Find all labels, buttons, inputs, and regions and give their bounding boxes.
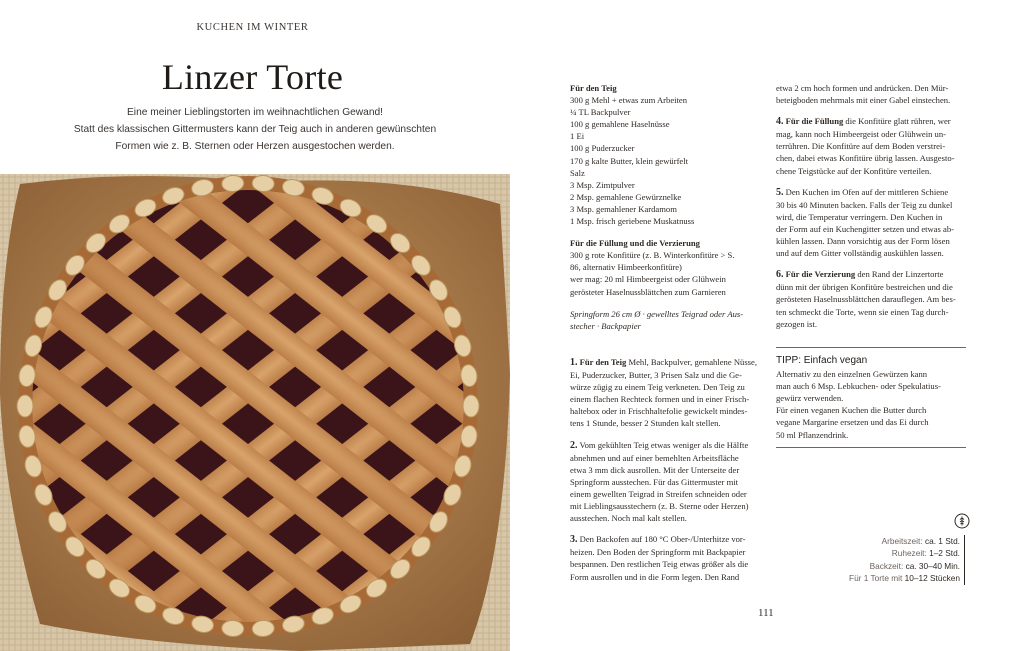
step-line bbox=[776, 152, 968, 164]
ingredient-line: 1 Ei bbox=[570, 131, 585, 142]
step-text: einem gewellten Teigrad in Streifen schneiden oder bbox=[570, 488, 747, 499]
ingredients-heading-dough: Für den Teig bbox=[570, 83, 617, 93]
equipment-list bbox=[570, 308, 760, 332]
time-label: Arbeitszeit: bbox=[881, 536, 925, 546]
step-text: wird, die Temperatur verringern. Den Kuchen in bbox=[776, 211, 943, 222]
step-line bbox=[570, 393, 762, 405]
ingredient-line: wer mag: 20 ml Himbeergeist oder Glühwein bbox=[570, 274, 726, 285]
step-text: chene Teigstücke auf der Konfitüre verteilen. bbox=[776, 165, 932, 176]
time-label: Ruhezeit: bbox=[891, 548, 930, 559]
intro-line: Statt des klassischen Gittermusters kann der Teig auch in anderen gewünschten bbox=[73, 124, 437, 135]
step-line bbox=[776, 199, 968, 211]
ingredient-line: 100 g gemahlene Haselnüsse bbox=[570, 119, 670, 130]
tip-box bbox=[776, 347, 966, 448]
step-line bbox=[776, 293, 968, 305]
linzer-torte-photo bbox=[0, 174, 510, 651]
step-line bbox=[570, 500, 762, 512]
steps-right-column bbox=[776, 82, 968, 330]
step-text: gerösteten Haselnussblättchen darauflegen. Am bes- bbox=[776, 294, 956, 305]
torte-illustration bbox=[0, 174, 510, 651]
step-text: etwa 3 mm dick ausrollen. Mit der Unterseite der bbox=[570, 464, 740, 475]
step-number: 5. bbox=[776, 186, 784, 198]
steps-left-column bbox=[570, 356, 762, 583]
step-text: mag, kann noch Himbeergeist oder Glühwein un- bbox=[776, 129, 947, 140]
step-text: etwa 2 cm hoch formen und andrücken. Den Mür- bbox=[776, 83, 949, 93]
step-line bbox=[776, 306, 968, 318]
step-line bbox=[570, 452, 762, 464]
step-lead: Für den Teig bbox=[577, 357, 627, 367]
step-text: heizen. Den Boden der Springform mit Backpapier bbox=[570, 547, 746, 558]
ingredient-line: 86, alternativ Himbeerkonfitüre) bbox=[570, 262, 682, 273]
step-line bbox=[776, 115, 968, 128]
step-line bbox=[776, 235, 968, 247]
step-line bbox=[776, 165, 968, 177]
step-text: gezogen ist. bbox=[776, 318, 818, 329]
time-row bbox=[790, 535, 960, 547]
step-text: ausstechen. Noch mal kalt stellen. bbox=[570, 513, 687, 524]
dough-ingredients-list bbox=[570, 94, 760, 227]
intro-line: Formen wie z. B. Sternen oder Herzen ausgestochen werden. bbox=[115, 141, 395, 152]
tip-line: man auch 6 Msp. Lebkuchen- oder Spekulatius- bbox=[776, 381, 941, 392]
ingredients-column bbox=[570, 82, 760, 332]
step-text: Den Backofen auf 180 °C Ober-/Unterhitze vor- bbox=[577, 534, 746, 545]
ingredient-line: 1 Msp. frisch geriebene Muskatnuss bbox=[570, 216, 695, 227]
step-line bbox=[570, 464, 762, 476]
step-number: 2. bbox=[570, 439, 578, 451]
time-value: ca. 1 Std. bbox=[924, 536, 960, 546]
step-text: Ei, Puderzucker, Butter, 3 Prisen Salz und die Ge- bbox=[570, 370, 742, 381]
tip-line: Alternativ zu den einzelnen Gewürzen kann bbox=[776, 369, 928, 380]
tip-line: 50 ml Pflanzendrink. bbox=[776, 429, 849, 440]
step-text: mit Lieblingsausstechern (z. B. Sterne oder Herzen) bbox=[570, 501, 749, 512]
ingredient-line: 300 g rote Konfitüre (z. B. Winterkonfitüre > S. bbox=[570, 250, 735, 261]
step-line bbox=[570, 546, 762, 558]
step-paragraph bbox=[776, 268, 968, 329]
step-line bbox=[570, 558, 762, 570]
step-text: Springform ausstechen. Für das Gittermuster mit bbox=[570, 476, 739, 487]
step-paragraph bbox=[570, 533, 762, 582]
ingredient-line: 3 Msp. gemahlener Kardamom bbox=[570, 203, 677, 214]
step-text: terrühren. Die Konfitüre auf dem Boden verstrei- bbox=[776, 141, 946, 152]
step-line bbox=[570, 488, 762, 500]
step-line bbox=[776, 268, 968, 281]
recipe-title: Linzer Torte bbox=[161, 57, 344, 97]
step-text: haltebox oder in Frischhaltefolie gewickelt mindes- bbox=[570, 406, 748, 417]
tip-line: gewürz verwenden. bbox=[776, 393, 844, 404]
step-line bbox=[776, 211, 968, 223]
right-page bbox=[510, 0, 1020, 651]
step-text: beteigboden mehrmals mit einer Gabel einstechen. bbox=[776, 95, 951, 106]
page-number: 111 bbox=[758, 607, 774, 619]
recipe-intro bbox=[60, 104, 450, 155]
step-paragraph bbox=[570, 439, 762, 525]
step-lead: Für die Füllung bbox=[783, 116, 844, 127]
step-line bbox=[570, 405, 762, 417]
step-text: ten schmeckt die Torte, wenn sie einen Tag durch- bbox=[776, 306, 949, 317]
time-row bbox=[790, 560, 960, 572]
step-text: und auf dem Gitter vollständig auskühlen lassen. bbox=[776, 248, 944, 259]
step-text: den Rand der Linzertorte bbox=[855, 269, 944, 280]
step-line bbox=[570, 512, 762, 524]
ingredient-line: ¼ TL Backpulver bbox=[570, 107, 631, 118]
ingredient-line: Salz bbox=[570, 167, 585, 178]
step-line bbox=[570, 356, 762, 369]
step-line bbox=[570, 439, 762, 452]
time-value: ca. 30–40 Min. bbox=[905, 560, 960, 571]
time-row bbox=[790, 572, 960, 584]
step-line bbox=[776, 247, 968, 259]
tip-line: vegane Margarine ersetzen und das Ei durch bbox=[776, 417, 929, 428]
step-text: Vom gekühlten Teig etwas weniger als die Hälfte bbox=[577, 439, 749, 450]
step-text: Mehl, Backpulver, gemahlene Nüsse, bbox=[626, 357, 757, 367]
ingredient-line: 3 Msp. Zimtpulver bbox=[570, 179, 635, 190]
ingredient-line: stecher · Backpapier bbox=[570, 320, 641, 331]
step-number: 6. bbox=[776, 269, 784, 281]
step-text: chen, dabei etwas Konfitüre übrig lassen. Ausgesto- bbox=[776, 153, 955, 164]
step-text: tens 1 Stunde, besser 2 Stunden kalt stellen. bbox=[570, 418, 721, 429]
step-line bbox=[570, 417, 762, 429]
step-text: würze zügig zu einem Teig verkneten. Den Teig zu bbox=[570, 382, 745, 393]
step-line bbox=[776, 94, 968, 106]
time-value: 1–2 Std. bbox=[929, 548, 960, 559]
ingredient-line: gerösteter Haselnussblättchen zum Garnieren bbox=[570, 286, 726, 297]
ingredient-line: 100 g Puderzucker bbox=[570, 143, 635, 154]
hazelnut bbox=[463, 395, 479, 417]
step-line bbox=[776, 140, 968, 152]
step-paragraph bbox=[776, 82, 968, 106]
tip-title: TIPP: Einfach vegan bbox=[776, 355, 868, 366]
step-text: 30 bis 40 Minuten backen. Falls der Teig zu dunkel bbox=[776, 199, 953, 210]
step-line bbox=[776, 281, 968, 293]
step-text: einem flachen Rechteck formen und in einer Frisch- bbox=[570, 394, 750, 405]
step-paragraph bbox=[776, 115, 968, 176]
intro-line: Eine meiner Lieblingstorten im weihnachtlichen Gewand! bbox=[127, 107, 383, 118]
step-line bbox=[570, 571, 762, 583]
step-lead: Für die Verzierung bbox=[783, 269, 856, 280]
step-text: Den Kuchen im Ofen auf der mittleren Schiene bbox=[783, 186, 949, 197]
step-text: dünn mit der übrigen Konfitüre bestreichen und die bbox=[776, 282, 953, 293]
wheat-circle-icon bbox=[954, 513, 970, 529]
ingredient-line: Springform 26 cm Ø · gewelltes Teigrad oder Aus- bbox=[570, 308, 744, 319]
step-paragraph bbox=[776, 186, 968, 260]
step-text: der Form auf ein Kuchengitter setzen und etwas ab- bbox=[776, 223, 955, 234]
time-label: Backzeit: bbox=[869, 560, 906, 571]
step-paragraph bbox=[570, 356, 762, 430]
hazelnut bbox=[17, 395, 33, 417]
step-number: 1. bbox=[570, 357, 578, 368]
step-text: abnehmen und auf einer bemehlten Arbeitsfläche bbox=[570, 452, 739, 463]
step-number: 4. bbox=[776, 116, 784, 128]
time-label: Für 1 Torte mit bbox=[849, 573, 905, 584]
time-info bbox=[790, 535, 965, 585]
ingredients-heading-filling: Für die Füllung und die Verzierung bbox=[570, 238, 700, 249]
filling-ingredients-list bbox=[570, 249, 760, 297]
ingredient-line: 2 Msp. gemahlene Gewürznelke bbox=[570, 191, 682, 202]
step-number: 3. bbox=[570, 534, 578, 546]
step-line bbox=[776, 128, 968, 140]
tip-text bbox=[776, 368, 966, 441]
step-line bbox=[570, 381, 762, 393]
time-row bbox=[790, 547, 960, 559]
ingredient-line: 170 g kalte Butter, klein gewürfelt bbox=[570, 155, 689, 166]
step-text: bespannen. Den restlichen Teig etwas größer als die bbox=[570, 559, 749, 570]
step-line bbox=[776, 318, 968, 330]
step-line bbox=[570, 476, 762, 488]
step-text: Form ausrollen und in die Form legen. Den Rand bbox=[570, 571, 740, 582]
step-line bbox=[776, 82, 968, 94]
step-text: die Konfitüre glatt rühren, wer bbox=[843, 116, 951, 127]
tip-line: Für einen veganen Kuchen die Butter durch bbox=[776, 405, 927, 416]
chapter-header: KUCHEN IM WINTER bbox=[196, 22, 309, 33]
step-text: kühlen lassen. Dann vorsichtig aus der Form lösen bbox=[776, 236, 950, 247]
step-line bbox=[570, 533, 762, 546]
time-value: 10–12 Stücken bbox=[904, 573, 960, 584]
step-line bbox=[776, 186, 968, 199]
ingredient-line: 300 g Mehl + etwas zum Arbeiten bbox=[570, 95, 688, 106]
step-line bbox=[570, 369, 762, 381]
step-line bbox=[776, 223, 968, 235]
